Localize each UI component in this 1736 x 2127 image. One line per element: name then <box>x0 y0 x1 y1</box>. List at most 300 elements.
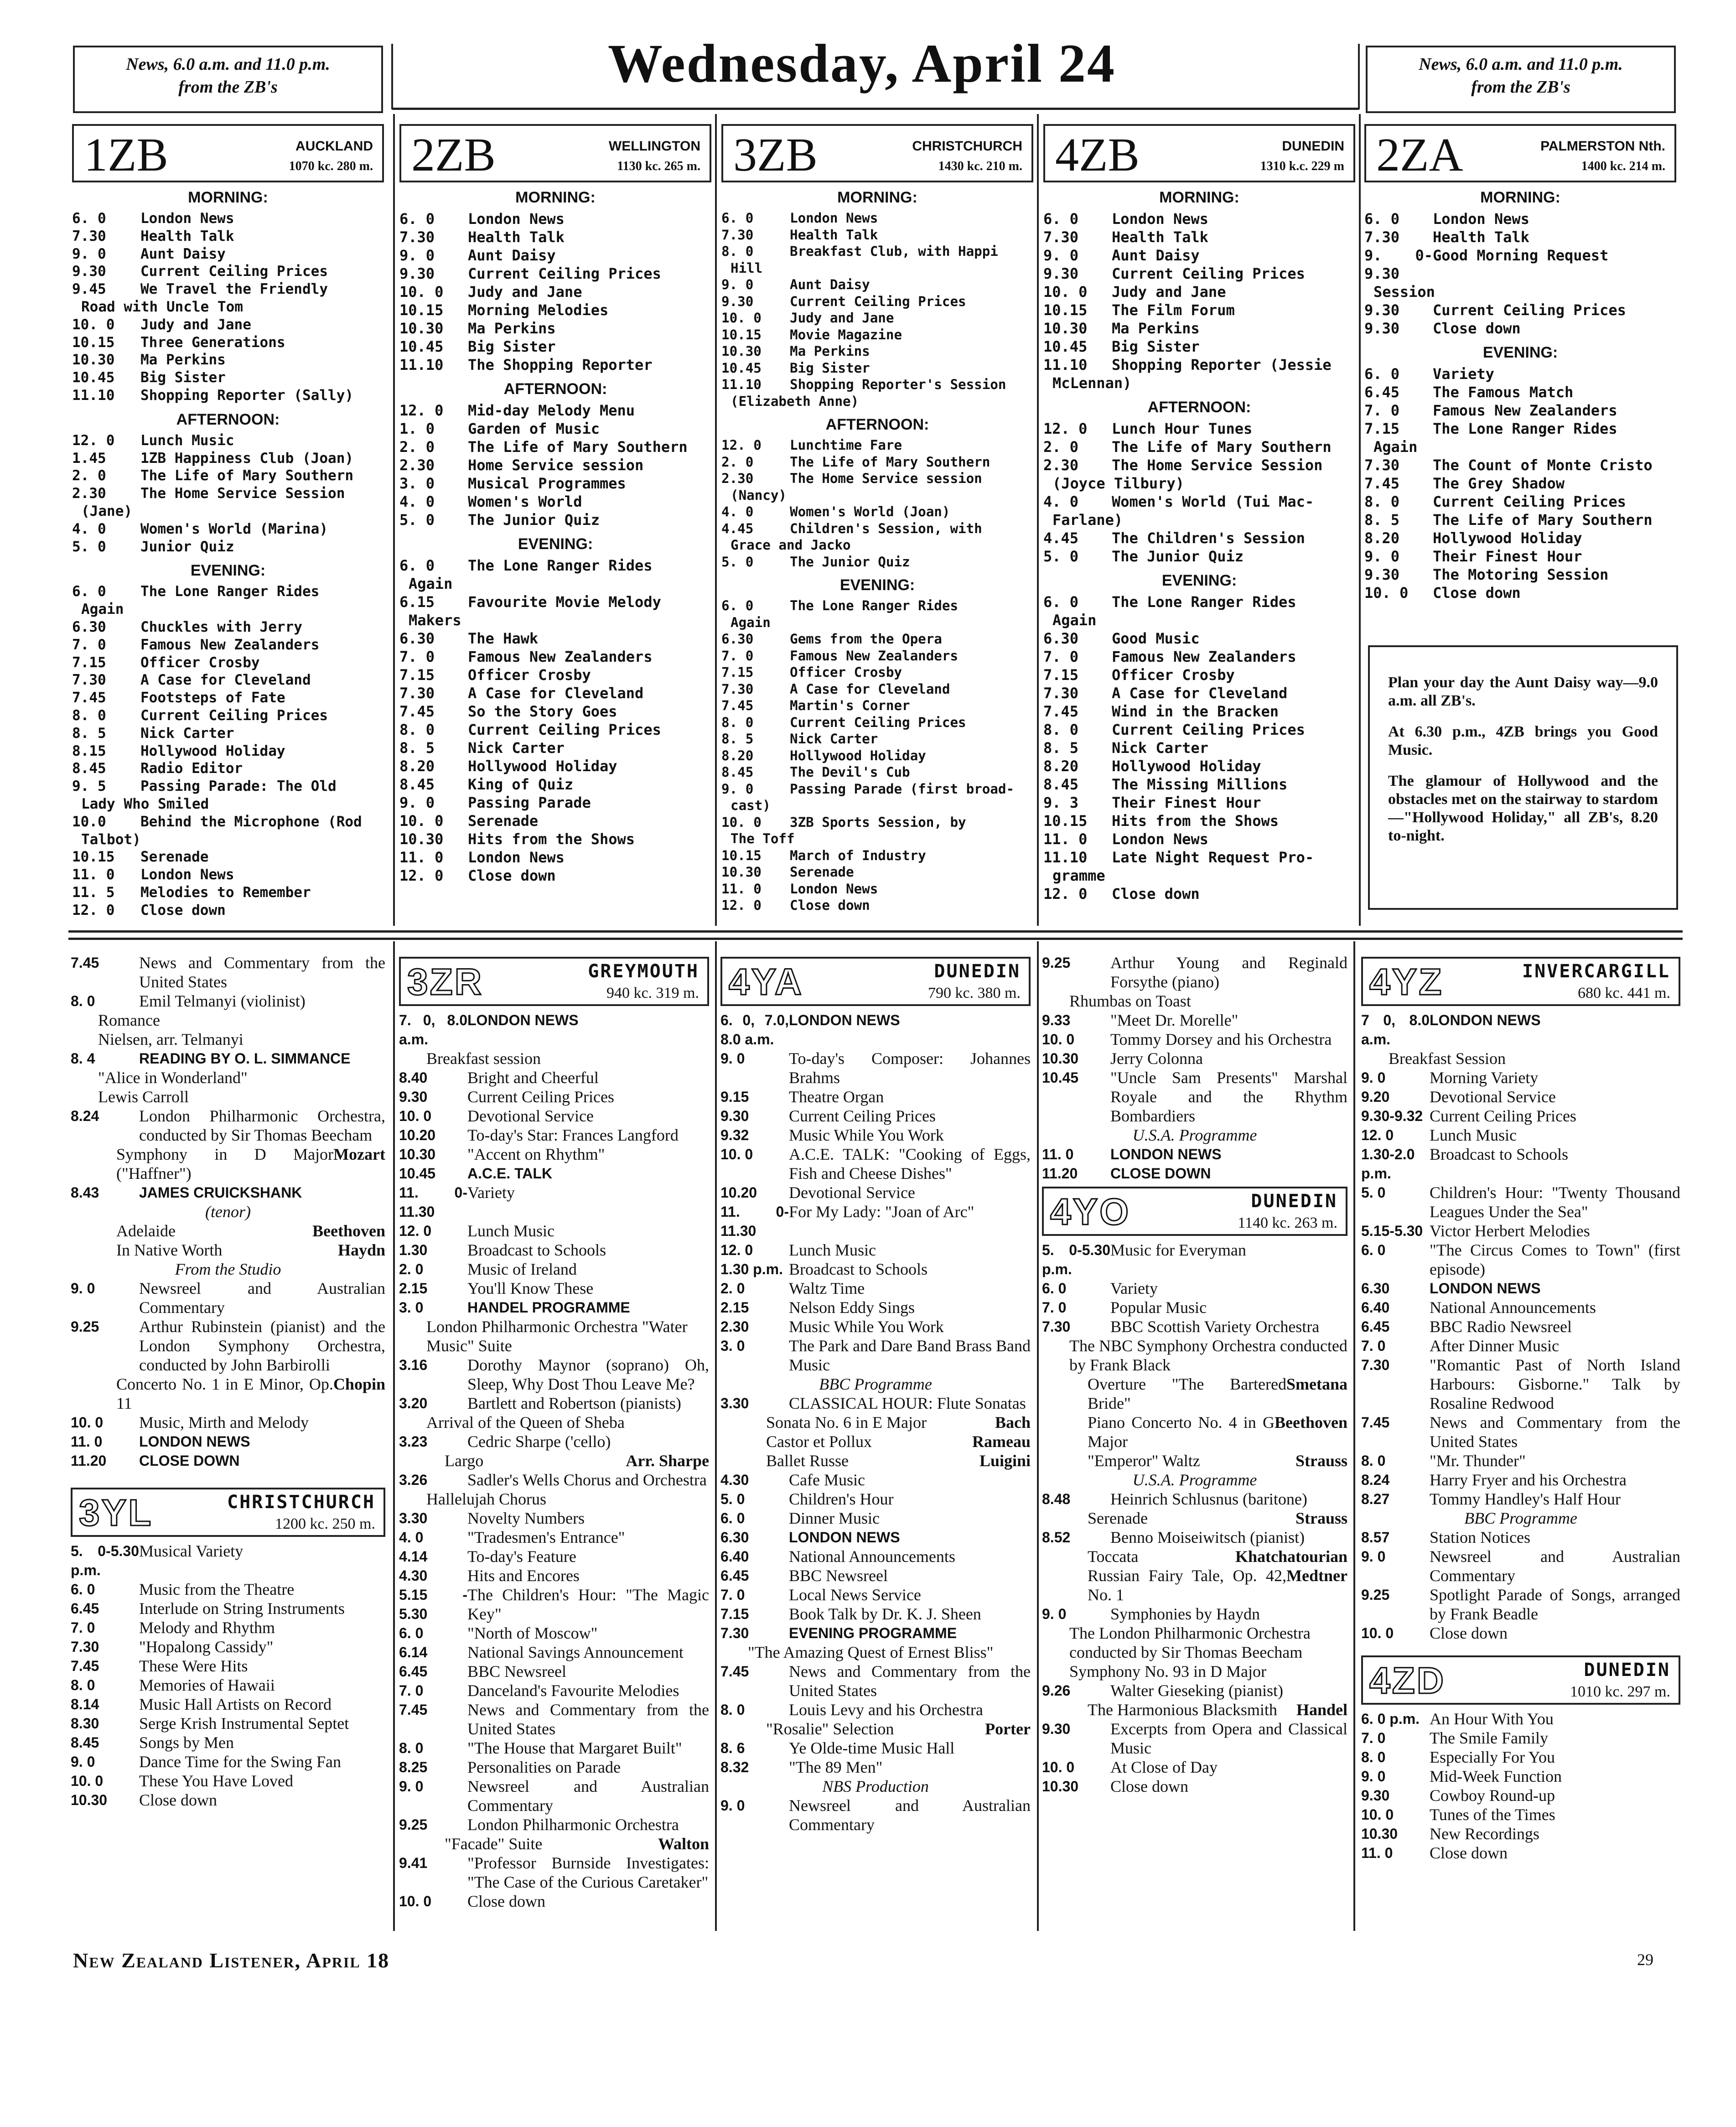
program-title: Junior Quiz <box>140 538 234 555</box>
work-composer: Haydn <box>337 1241 385 1259</box>
program-item <box>399 1106 709 1126</box>
program-time: 10.45 <box>399 1165 436 1182</box>
program-time: 8.24 <box>1361 1472 1390 1488</box>
program-title: Close down <box>1110 1777 1188 1795</box>
program-item <box>71 1656 385 1676</box>
program-title: National Announcements <box>1430 1298 1596 1317</box>
program-item <box>71 1676 385 1695</box>
program-title: "The Circus Comes to Town" (first episode) <box>1430 1241 1680 1278</box>
station-city: PALMERSTON Nth. <box>1540 139 1665 154</box>
station-header-4ya <box>720 957 1031 1006</box>
program-item <box>721 376 1033 393</box>
program-time: 4.14 <box>399 1548 428 1565</box>
program-time: 12. 0 <box>1043 420 1088 437</box>
program-title: HANDEL PROGRAMME <box>467 1299 630 1316</box>
program-item <box>1361 1470 1680 1489</box>
program-item <box>1361 1786 1680 1805</box>
program-title: National Savings Announcement <box>467 1643 684 1661</box>
program-time: 6. 0 <box>399 557 435 574</box>
program-title: Garden of Music <box>468 420 600 437</box>
program-title: Aunt Daisy <box>1112 247 1200 264</box>
work-title: "Facade" Suite <box>445 1835 543 1853</box>
program-item <box>1361 1336 1680 1355</box>
program-title: Big Sister <box>468 338 556 355</box>
program-time: 9.30 <box>1043 265 1079 282</box>
program-title: Hollywood Holiday <box>140 742 285 759</box>
program-item <box>72 210 384 228</box>
program-item <box>1364 584 1676 602</box>
program-continuation: London Philharmonic Orchestra "Water Music" Suite <box>426 1318 688 1355</box>
program-item <box>721 648 1033 664</box>
program-title: Close down <box>468 867 556 884</box>
program-time: 2.30 <box>72 485 106 502</box>
program-time: 7.45 <box>71 955 99 971</box>
program-title: Big Sister <box>140 369 226 386</box>
program-continuation: Nielsen, arr. Telmanyi <box>98 1030 244 1048</box>
program-time: 11. 0-11.30 <box>720 1204 789 1239</box>
program-item <box>71 1317 385 1375</box>
program-time: 2. 0 <box>399 438 435 456</box>
program-title: Movie Magazine <box>790 327 902 342</box>
program-item <box>1043 319 1355 337</box>
program-time: 4.45 <box>1043 529 1079 547</box>
program-item <box>399 684 711 702</box>
program-title: Officer Crosby <box>790 664 902 680</box>
program-item <box>1043 830 1355 848</box>
bottom-column-1 <box>71 953 385 1810</box>
program-title: Newsreel and Australian Commentary <box>139 1279 385 1317</box>
program-time: 12. 0 <box>721 897 762 913</box>
program-time: 6.45 <box>71 1600 99 1617</box>
program-time: 7.15 <box>721 664 754 680</box>
program-item <box>72 618 384 636</box>
program-continuation: Talbot) <box>81 831 141 848</box>
program-title: Serenade <box>140 849 209 866</box>
program-title: "Mr. Thunder" <box>1430 1452 1526 1470</box>
program-title: Cafe Music <box>789 1471 865 1489</box>
program-time: 9. 0 <box>721 781 754 797</box>
bottom-divider-4 <box>1353 941 1355 1931</box>
program-item <box>72 902 384 919</box>
program-title: JAMES CRUICKSHANK <box>139 1184 302 1201</box>
program-title: News and Commentary from the United States <box>1430 1413 1680 1451</box>
program-time: 10.30 <box>1042 1778 1079 1795</box>
bottom-column-3 <box>720 953 1031 1834</box>
program-time: 7.15 <box>1364 420 1400 437</box>
program-item <box>1361 1068 1680 1087</box>
program-time: 4. 0 <box>72 520 106 537</box>
program-time: 4. 0 <box>399 1529 424 1546</box>
program-item <box>399 702 711 721</box>
program-title: The Life of Mary Southern <box>1433 511 1653 529</box>
program-item <box>1043 593 1355 611</box>
program-item <box>1042 1240 1347 1279</box>
station-frequency: 1430 kc. 210 m. <box>938 159 1022 173</box>
program-item <box>1043 228 1355 246</box>
program-item <box>399 319 711 337</box>
work-composer: Handel <box>1296 1701 1347 1719</box>
program-time: 9.25 <box>1361 1587 1390 1603</box>
program-title: Nick Carter <box>468 739 565 757</box>
program-time: 6. 0 <box>1364 365 1400 383</box>
program-time: 2. 0 <box>720 1280 745 1297</box>
mid-rule-2 <box>68 938 1683 940</box>
program-title: Close down <box>1433 320 1521 337</box>
program-time: 7.30 <box>1364 457 1400 474</box>
program-item <box>720 1700 1031 1719</box>
program-item <box>1361 1011 1680 1049</box>
program-item <box>399 246 711 265</box>
program-title: LONDON NEWS <box>139 1433 250 1450</box>
program-title: Famous New Zealanders <box>140 636 320 653</box>
program-item <box>72 228 384 245</box>
station-call-sign: 4ZD <box>1369 1660 1446 1702</box>
program-work <box>71 1375 385 1413</box>
work-composer: Bach <box>995 1413 1031 1432</box>
program-time: 11. 0 <box>72 866 115 883</box>
program-time: 9.30 <box>399 265 435 282</box>
program-item <box>1364 228 1676 246</box>
program-title: "Romantic Past of North Island Harbours: Gisborne." Talk by Rosaline Redwood <box>1430 1356 1680 1412</box>
program-time: 9. 0 <box>720 1050 745 1067</box>
program-title: London Philharmonic Orchestra <box>467 1816 679 1834</box>
program-title: Sadler's Wells Chorus and Orchestra <box>467 1471 707 1489</box>
program-continuation: Lady Who Smiled <box>81 795 209 812</box>
program-title: Ma Perkins <box>1112 320 1200 337</box>
program-item <box>399 794 711 812</box>
program-title: Musical Programmes <box>468 475 626 492</box>
station-header-3yl <box>71 1488 385 1537</box>
program-item <box>721 631 1033 648</box>
program-title: BBC Newsreel <box>789 1567 888 1585</box>
program-time: 9.30 <box>1364 301 1400 319</box>
note-hollywood-holiday: The glamour of Hollywood and the obstacles met on the stairway to stardom—"Hollywood Holiday," all ZB's, 8.20 to-night. <box>1388 773 1658 844</box>
program-item <box>1042 953 1347 991</box>
program-title: Health Talk <box>790 227 878 243</box>
program-time: 6.45 <box>1361 1318 1390 1335</box>
program-title: LONDON NEWS <box>789 1012 900 1028</box>
program-item <box>1364 547 1676 565</box>
program-title: The Motoring Session <box>1433 566 1609 583</box>
program-item <box>721 814 1033 831</box>
program-item <box>399 1681 709 1700</box>
program-item <box>1361 1451 1680 1470</box>
program-item <box>399 1011 709 1049</box>
program-title: Tunes of the Times <box>1430 1805 1555 1824</box>
program-title: Health Talk <box>1433 228 1529 246</box>
program-time: 10.15 <box>1043 301 1088 319</box>
program-title: Danceland's Favourite Melodies <box>467 1681 679 1700</box>
program-item <box>1042 1030 1347 1049</box>
footer-page-number: 29 <box>1637 1951 1653 1969</box>
program-item <box>721 243 1033 260</box>
program-time: 9.26 <box>1042 1682 1071 1699</box>
program-title: Book Talk by Dr. K. J. Sheen <box>789 1605 981 1623</box>
program-item <box>721 343 1033 360</box>
program-item <box>399 629 711 648</box>
bottom-column-5 <box>1361 953 1680 1862</box>
program-item <box>72 778 384 795</box>
program-item <box>1364 365 1676 383</box>
station-city: AUCKLAND <box>295 139 373 154</box>
bottom-divider-1 <box>393 941 395 1931</box>
program-title: Famous New Zealanders <box>468 648 653 665</box>
program-title: Serenade <box>790 864 854 880</box>
program-time: 10.30 <box>1361 1826 1398 1842</box>
program-continuation: Arrival of the Queen of Sheba <box>426 1413 625 1432</box>
program-time: 7. 0 <box>1042 1299 1067 1316</box>
program-time: 8.57 <box>1361 1529 1390 1546</box>
program-work <box>1042 1451 1347 1470</box>
program-item <box>720 1279 1031 1298</box>
program-item <box>72 583 384 601</box>
program-title: Current Ceiling Prices <box>140 707 328 724</box>
program-title: Memories of Hawaii <box>139 1676 275 1694</box>
program-item <box>399 1815 709 1834</box>
program-title: Children's Hour <box>789 1490 894 1508</box>
section-heading: MORNING: <box>1480 189 1560 206</box>
header-rule <box>392 108 1359 110</box>
program-time: 7. 0 <box>399 1682 424 1699</box>
news-box-right-line1: News, 6.0 a.m. and 11.0 p.m. <box>1419 55 1623 74</box>
program-title: Broadcast to Schools <box>1430 1145 1568 1163</box>
spacer <box>1361 1643 1680 1652</box>
program-item <box>72 485 384 503</box>
program-title: Officer Crosby <box>1112 666 1235 684</box>
program-note: BBC Programme <box>819 1375 932 1393</box>
program-time: 8.40 <box>399 1069 428 1086</box>
program-time: 3.30 <box>399 1510 428 1526</box>
program-item <box>399 648 711 666</box>
program-time: 12. 0 <box>399 1223 432 1239</box>
program-title: The Life of Mary Southern <box>468 438 688 456</box>
program-note: U.S.A. Programme <box>1132 1126 1257 1144</box>
program-time: 10.30 <box>71 1792 108 1808</box>
program-time: 10.30 <box>399 1146 436 1162</box>
program-item <box>720 1604 1031 1624</box>
program-item <box>71 991 385 1011</box>
program-item <box>71 1714 385 1733</box>
program-title: Especially For You <box>1430 1748 1555 1766</box>
program-time: 7.15 <box>399 666 435 684</box>
program-item <box>399 356 711 374</box>
program-item <box>71 1413 385 1432</box>
program-item <box>1043 420 1355 438</box>
program-item <box>71 1049 385 1068</box>
program-title: Current Ceiling Prices <box>1112 721 1305 738</box>
program-time: 11.10 <box>721 377 762 392</box>
program-time: 2. 0 <box>72 467 106 484</box>
mid-rule-1 <box>68 930 1683 933</box>
program-time: 8. 5 <box>399 739 435 757</box>
program-title: So the Story Goes <box>468 703 617 720</box>
program-item <box>399 1298 709 1317</box>
work-title: Sonata No. 6 in E Major <box>766 1413 927 1432</box>
program-item <box>1042 1777 1347 1796</box>
program-time: 10. 0 <box>1042 1031 1075 1048</box>
program-time: 6.30 <box>1361 1280 1390 1297</box>
program-time: 11.10 <box>399 356 444 374</box>
program-time: 5. 0 <box>721 554 754 570</box>
program-title: A Case for Cleveland <box>140 672 311 689</box>
program-title: "Uncle Sam Presents" Marshal Royale and the Rhythm Bombardiers <box>1110 1069 1347 1125</box>
program-time: 7.45 <box>1361 1414 1390 1431</box>
program-title: LONDON NEWS <box>1430 1012 1541 1028</box>
program-item <box>399 1509 709 1528</box>
program-title: Mid-Week Function <box>1430 1767 1562 1785</box>
program-time: 9.30 <box>1361 1787 1390 1804</box>
section-heading: EVENING: <box>1482 344 1558 361</box>
bottom-divider-3 <box>1037 941 1039 1931</box>
program-title: Emil Telmanyi (violinist) <box>139 992 306 1010</box>
program-title: Close down <box>139 1791 217 1809</box>
program-time: 6. 0 <box>721 210 754 226</box>
work-title: The Harmonious Blacksmith <box>1088 1701 1277 1719</box>
program-title: London News <box>790 210 878 226</box>
station-call-sign: 4YO <box>1050 1191 1131 1233</box>
program-time: 2. 0 <box>1043 438 1079 456</box>
program-item <box>720 1183 1031 1202</box>
program-time: 6.30 <box>1043 630 1079 647</box>
program-title: Behind the Microphone (Rod <box>140 813 362 830</box>
program-title: Aunt Daisy <box>790 277 870 292</box>
program-title: Lunchtime Fare <box>790 437 902 453</box>
program-time: 7.45 <box>399 1702 428 1718</box>
program-item <box>721 454 1033 471</box>
program-time: 5. 0 <box>1043 548 1079 565</box>
program-work <box>1042 1375 1347 1413</box>
program-item <box>1043 246 1355 265</box>
note-aunt-daisy: Plan your day the Aunt Daisy way—9.0 a.m. all ZB's. <box>1388 674 1658 709</box>
program-title: Theatre Organ <box>789 1088 884 1106</box>
program-title: Nick Carter <box>790 731 878 747</box>
program-item <box>1364 474 1676 493</box>
program-time: 9. 0 <box>1043 247 1079 264</box>
program-time: 4. 0 <box>399 493 435 510</box>
program-time: 10.30 <box>1042 1050 1079 1067</box>
program-title: Current Ceiling Prices <box>140 263 328 280</box>
program-title: March of Industry <box>790 847 926 863</box>
program-item <box>71 953 385 991</box>
program-time: 8.20 <box>1364 529 1400 547</box>
program-time: 6. 0 <box>721 598 754 613</box>
program-title: These Were Hits <box>139 1657 248 1675</box>
program-title: New Recordings <box>1430 1825 1539 1843</box>
section-heading: EVENING: <box>1161 572 1237 589</box>
program-item <box>1042 1681 1347 1700</box>
program-title: 3ZB Sports Session, by <box>790 814 966 830</box>
program-title: Mid-day Melody Menu <box>468 402 635 419</box>
program-time: 8.27 <box>1361 1491 1390 1507</box>
program-continuation: The NBC Symphony Orchestra conducted by Frank Black <box>1069 1337 1347 1374</box>
program-time: 8.32 <box>720 1759 749 1775</box>
program-item <box>1361 1298 1680 1317</box>
program-title: Women's World <box>468 493 582 510</box>
program-title: LONDON NEWS <box>789 1529 900 1546</box>
program-item <box>1042 1489 1347 1509</box>
program-item <box>1361 1126 1680 1145</box>
program-item <box>1361 1824 1680 1843</box>
program-time: 9.20 <box>1361 1089 1390 1105</box>
program-title: Benno Moiseiwitsch (pianist) <box>1110 1528 1305 1546</box>
station-city: CHRISTCHURCH <box>227 1492 375 1513</box>
program-time: 9.30 <box>399 1089 428 1105</box>
program-title: The Junior Quiz <box>1112 548 1244 565</box>
program-title: LONDON NEWS <box>467 1012 579 1028</box>
program-item <box>72 387 384 405</box>
program-title: Chuckles with Jerry <box>140 618 302 635</box>
program-item <box>1364 565 1676 584</box>
program-item <box>721 764 1033 781</box>
program-title: London Philharmonic Orchestra, conducted by Sir Thomas Beecham <box>139 1107 385 1144</box>
program-item <box>72 467 384 485</box>
program-item <box>72 351 384 369</box>
program-item <box>399 1853 709 1892</box>
program-item <box>399 301 711 319</box>
program-title: Lunch Music <box>1430 1126 1517 1144</box>
program-item <box>1042 1317 1347 1336</box>
program-work <box>71 1145 385 1183</box>
program-item <box>720 1738 1031 1758</box>
program-time: 11. 0 <box>399 849 444 866</box>
program-work <box>1042 1547 1347 1566</box>
program-time: 9. 0 <box>1361 1069 1386 1086</box>
program-title: Judy and Jane <box>140 316 251 333</box>
program-item <box>1043 721 1355 739</box>
program-item <box>399 1585 709 1624</box>
work-composer: Medtner <box>1286 1567 1347 1585</box>
program-title: Breakfast Club, with Happi <box>790 244 998 259</box>
program-title: For My Lady: "Joan of Arc" <box>789 1203 974 1221</box>
program-title: Health Talk <box>468 228 565 246</box>
program-title: Hits and Encores <box>467 1567 580 1585</box>
program-item <box>720 1509 1031 1528</box>
program-time: 9. 0 <box>399 1778 424 1795</box>
program-time: 9. 0 <box>1361 1768 1386 1785</box>
program-work <box>71 1221 385 1240</box>
program-title: "Professor Burnside Investigates: "The Case of the Curious Caretaker" <box>467 1854 709 1891</box>
program-title: Dance Time for the Swing Fan <box>139 1753 341 1771</box>
work-composer: Mozart <box>333 1145 385 1163</box>
section-heading: EVENING: <box>190 562 266 580</box>
program-note: U.S.A. Programme <box>1132 1471 1257 1489</box>
program-time: 10. 0 <box>399 283 444 301</box>
program-item <box>1361 1805 1680 1824</box>
program-item <box>71 1695 385 1714</box>
program-item <box>1361 1767 1680 1786</box>
program-title: The Grey Shadow <box>1433 475 1565 492</box>
zb-divider-1 <box>393 114 395 926</box>
zb-column-3zb <box>721 124 1033 914</box>
program-time: 9.25 <box>1042 955 1071 971</box>
program-item <box>1042 1758 1347 1777</box>
program-item <box>721 227 1033 244</box>
program-item <box>1361 1585 1680 1624</box>
program-time: 4. 0 <box>1043 493 1079 510</box>
program-time: 2.30 <box>1043 457 1079 474</box>
note-good-music: At 6.30 p.m., 4ZB brings you Good Music. <box>1388 723 1658 758</box>
program-time: 11.20 <box>71 1453 107 1469</box>
program-item <box>399 438 711 456</box>
program-item <box>720 1547 1031 1566</box>
program-continuation: (Elizabeth Anne) <box>731 393 859 409</box>
program-title: "The 89 Men" <box>789 1758 883 1776</box>
program-time: 7. 0 <box>721 648 754 664</box>
program-item <box>399 1126 709 1145</box>
station-header-4zd <box>1361 1655 1680 1705</box>
program-title: London News <box>140 210 234 227</box>
work-title: "Rosalie" Selection <box>766 1720 894 1738</box>
